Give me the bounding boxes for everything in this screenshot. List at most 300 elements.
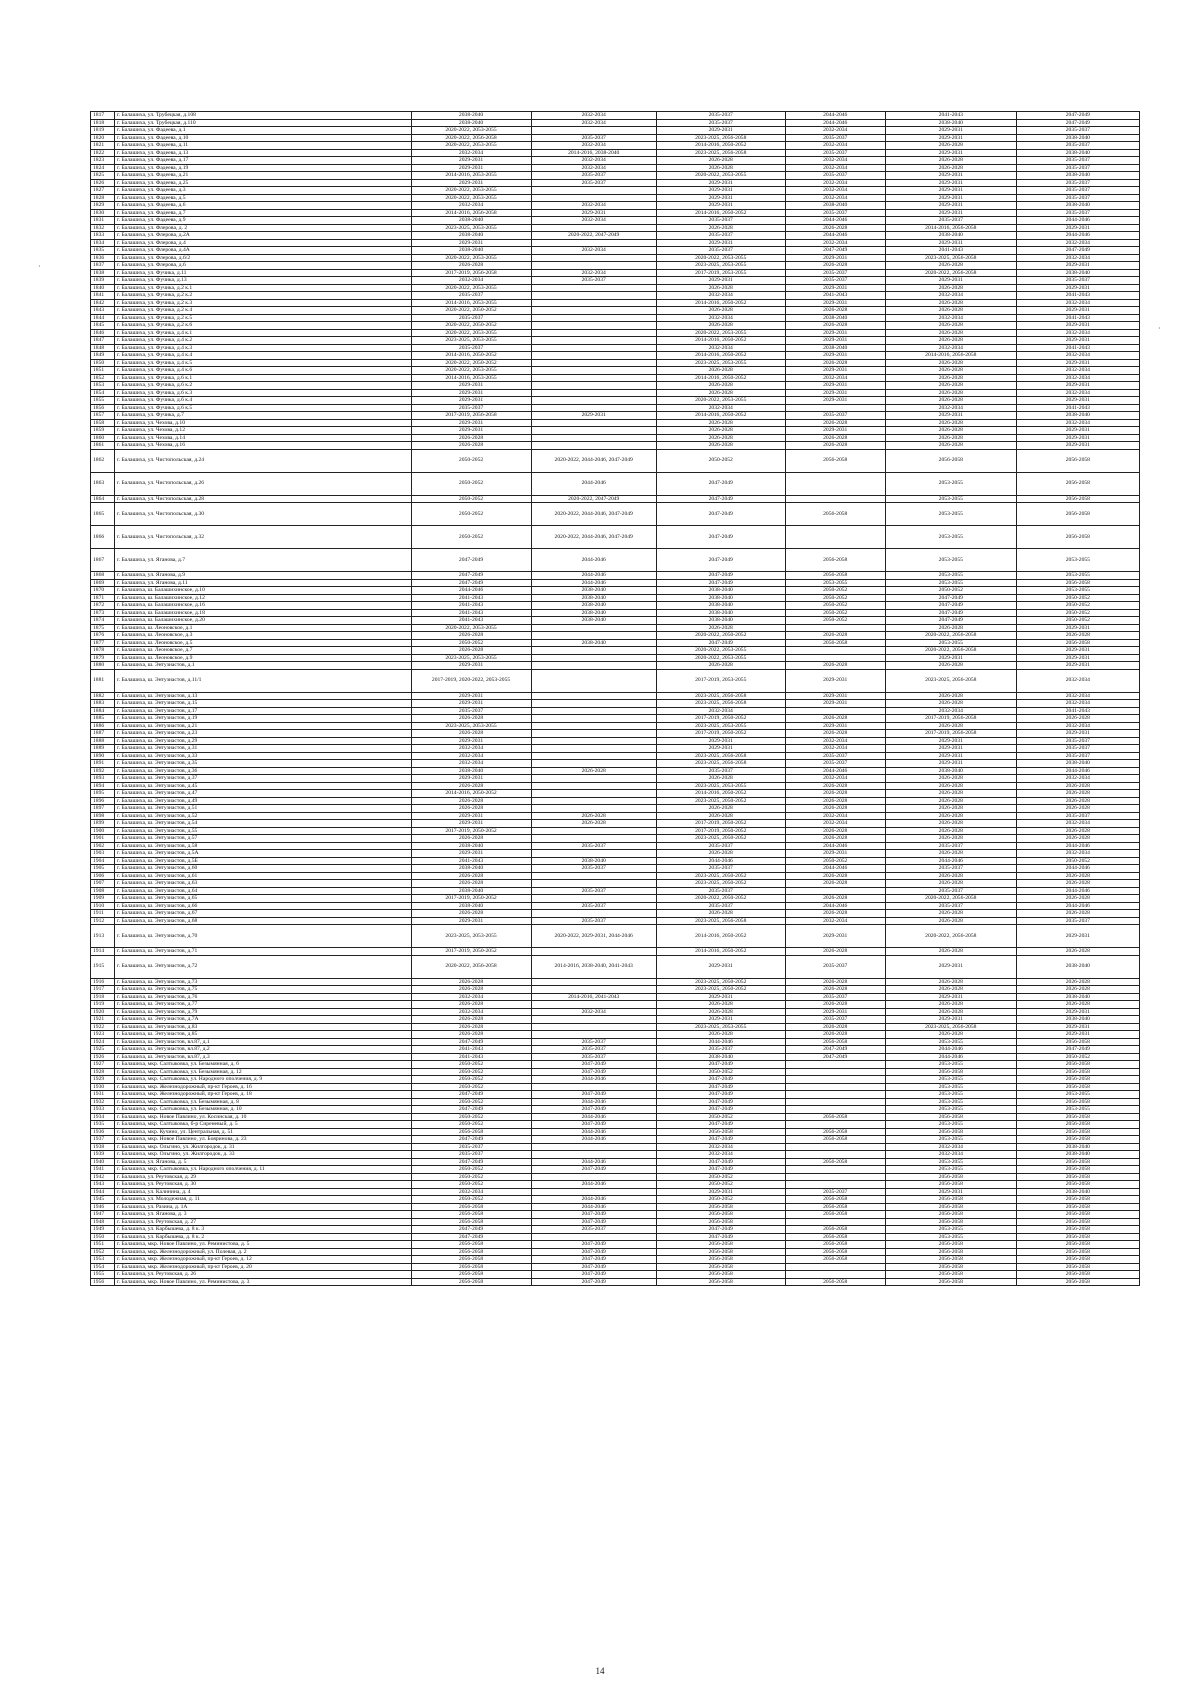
period-cell-1: 2032-2034	[411, 760, 531, 768]
period-cell-4	[785, 1181, 885, 1189]
row-number-cell: 1836	[91, 254, 115, 262]
period-cell-5: 2035-2037	[885, 902, 1016, 910]
period-cell-4: 2044-2046	[785, 842, 885, 850]
period-cell-6: 2044-2046	[1016, 865, 1139, 873]
period-cell-6: 2056-2058	[1016, 1271, 1139, 1279]
table-row	[91, 202, 1140, 210]
period-cell-6: 2026-2028	[1016, 978, 1139, 986]
row-number-cell: 1877	[91, 639, 115, 647]
row-number-cell: 1938	[91, 1143, 115, 1151]
row-number-cell: 1896	[91, 797, 115, 805]
period-cell-3: 2026-2028	[656, 1001, 785, 1009]
period-cell-3: 2017-2019, 2050-2052	[656, 820, 785, 828]
period-cell-2	[531, 1151, 656, 1159]
period-cell-4: 2029-2031	[785, 1008, 885, 1016]
period-cell-6: 2032-2034	[1016, 700, 1139, 708]
period-cell-6: 2056-2058	[1016, 1203, 1139, 1211]
period-cell-2: 2047-2049	[531, 1248, 656, 1256]
period-cell-5: 2026-2028	[885, 700, 1016, 708]
table-row	[91, 277, 1140, 285]
period-cell-6: 2056-2058	[1016, 639, 1139, 647]
table-row	[91, 419, 1140, 427]
table-row	[91, 1158, 1140, 1166]
period-cell-4: 2056-2058	[785, 1256, 885, 1264]
period-cell-4: 2056-2058	[785, 1113, 885, 1121]
period-cell-3: 2023-2025, 2056-2058	[656, 700, 785, 708]
table-row	[91, 594, 1140, 602]
period-cell-3: 2056-2058	[656, 1256, 785, 1264]
period-cell-1: 2020-2022, 2053-2055	[411, 329, 531, 337]
period-cell-4: 2035-2037	[785, 1016, 885, 1024]
period-cell-2: 2020-2022, 2047-2049	[531, 232, 656, 240]
address-cell: г. Балашиха, ул. Фучика, д.4 к.3	[114, 344, 411, 352]
period-cell-5: 2026-2028	[885, 805, 1016, 813]
period-cell-5: 2029-2031	[885, 239, 1016, 247]
period-cell-4: 2056-2058	[785, 1158, 885, 1166]
row-number-cell: 1847	[91, 337, 115, 345]
period-cell-1: 2047-2049	[411, 1136, 531, 1144]
address-cell: г. Балашиха, мкр. Новое Павлино, ул. Косинская, д. 10	[114, 1113, 411, 1121]
period-cell-4: 2050-2052	[785, 617, 885, 625]
period-cell-2: 2047-2049	[531, 1068, 656, 1076]
period-cell-4: 2026-2028	[785, 307, 885, 315]
address-cell: г. Балашиха, ш. Энтузиастов, д.5А	[114, 850, 411, 858]
address-cell: г. Балашиха, ул. Чистопольская, д.32	[114, 526, 411, 549]
period-cell-4: 2056-2058	[785, 639, 885, 647]
row-number-cell: 1841	[91, 292, 115, 300]
period-cell-3: 2026-2028	[656, 624, 785, 632]
period-cell-4: 2032-2034	[785, 194, 885, 202]
row-number-cell: 1937	[91, 1136, 115, 1144]
period-cell-1: 2038-2040	[411, 842, 531, 850]
period-cell-3: 2014-2016, 2050-2052	[656, 374, 785, 382]
period-cell-4: 2029-2031	[785, 254, 885, 262]
period-cell-2	[531, 782, 656, 790]
period-cell-4	[785, 1106, 885, 1114]
address-cell: г. Балашиха, ш. Энтузиастов, д.52	[114, 812, 411, 820]
period-cell-4: 2029-2031	[785, 367, 885, 375]
table-row	[91, 865, 1140, 873]
table-row	[91, 1001, 1140, 1009]
table-row	[91, 1053, 1140, 1061]
period-cell-5: 2026-2028	[885, 397, 1016, 405]
address-cell: г. Балашиха, ш. Балашихинское, д.18	[114, 609, 411, 617]
row-number-cell: 1858	[91, 419, 115, 427]
address-cell: г. Балашиха, ул. Карбышева, д. 8 к. 3	[114, 1226, 411, 1234]
period-cell-3: 2026-2028	[656, 164, 785, 172]
row-number-cell: 1887	[91, 730, 115, 738]
period-cell-1: 2029-2031	[411, 397, 531, 405]
row-number-cell: 1851	[91, 367, 115, 375]
row-number-cell: 1908	[91, 887, 115, 895]
period-cell-1: 2041-2043	[411, 609, 531, 617]
period-cell-2	[531, 389, 656, 397]
period-cell-3: 2035-2037	[656, 767, 785, 775]
period-cell-4: 2050-2052	[785, 602, 885, 610]
row-number-cell: 1949	[91, 1226, 115, 1234]
period-cell-5: 2032-2034	[885, 707, 1016, 715]
period-cell-3: 2032-2034	[656, 314, 785, 322]
period-cell-3: 2050-2052	[656, 1196, 785, 1204]
period-cell-5: 2053-2055	[885, 1158, 1016, 1166]
period-cell-6: 2056-2058	[1016, 1248, 1139, 1256]
period-cell-4: 2035-2037	[785, 172, 885, 180]
address-cell: г. Балашиха, ул. Карбышева, д. 8 к. 2	[114, 1233, 411, 1241]
period-cell-4: 2056-2058	[785, 503, 885, 526]
period-cell-2: 2032-2034	[531, 202, 656, 210]
period-cell-5: 2026-2028	[885, 299, 1016, 307]
address-cell: г. Балашиха, ул. Фучика, д.4 к.6	[114, 367, 411, 375]
period-cell-4: 2026-2028	[785, 782, 885, 790]
period-cell-4: 2044-2046	[785, 112, 885, 120]
period-cell-1: 2038-2040	[411, 767, 531, 775]
period-cell-5: 2017-2019, 2056-2058	[885, 730, 1016, 738]
period-cell-6: 2041-2043	[1016, 707, 1139, 715]
period-cell-5: 2026-2028	[885, 329, 1016, 337]
address-cell: г. Балашиха, ул. Фучика, д.4 к.5	[114, 359, 411, 367]
period-cell-1: 2050-2052	[411, 1068, 531, 1076]
period-cell-1: 2035-2037	[411, 314, 531, 322]
period-cell-3: 2032-2034	[656, 404, 785, 412]
period-cell-4: 2026-2028	[785, 434, 885, 442]
period-cell-5: 2056-2058	[885, 1278, 1016, 1286]
period-cell-5: 2035-2037	[885, 887, 1016, 895]
period-cell-1: 2029-2031	[411, 917, 531, 925]
period-cell-6: 2050-2052	[1016, 602, 1139, 610]
row-number-cell: 1894	[91, 782, 115, 790]
period-cell-6: 2044-2046	[1016, 767, 1139, 775]
period-cell-3: 2029-2031	[656, 127, 785, 135]
period-cell-2: 2044-2046	[531, 572, 656, 580]
period-cell-1: 2047-2049	[411, 1226, 531, 1234]
period-cell-3: 2035-2037	[656, 1046, 785, 1054]
table-row	[91, 1098, 1140, 1106]
period-cell-2	[531, 239, 656, 247]
row-number-cell: 1829	[91, 202, 115, 210]
row-number-cell: 1918	[91, 993, 115, 1001]
period-cell-2	[531, 654, 656, 662]
table-row	[91, 730, 1140, 738]
period-cell-6: 2056-2058	[1016, 1196, 1139, 1204]
period-cell-5: 2056-2058	[885, 1248, 1016, 1256]
address-cell: г. Балашиха, ул. Фучика, д.2 к.6	[114, 322, 411, 330]
period-cell-5: 2047-2049	[885, 617, 1016, 625]
address-cell: г. Балашиха, ш. Энтузиастов, д.63	[114, 880, 411, 888]
row-number-cell: 1910	[91, 902, 115, 910]
address-cell: г. Балашиха, мкр. Салтыковка, ул. Безымянная, д. 10	[114, 1106, 411, 1114]
table-row	[91, 850, 1140, 858]
period-cell-2: 2047-2049	[531, 1271, 656, 1279]
period-cell-1: 2050-2052	[411, 495, 531, 503]
period-cell-5: 2026-2028	[885, 164, 1016, 172]
table-row	[91, 993, 1140, 1001]
period-cell-6: 2050-2052	[1016, 857, 1139, 865]
period-cell-4: 2032-2034	[785, 737, 885, 745]
period-cell-5: 2053-2055	[885, 1233, 1016, 1241]
table-row	[91, 902, 1140, 910]
period-cell-3: 2056-2058	[656, 1278, 785, 1286]
period-cell-2: 2035-2037	[531, 1226, 656, 1234]
period-cell-6: 2029-2031	[1016, 284, 1139, 292]
period-cell-1: 2020-2022, 2050-2052	[411, 322, 531, 330]
period-cell-6: 2035-2037	[1016, 157, 1139, 165]
table-row	[91, 805, 1140, 813]
table-row	[91, 639, 1140, 647]
row-number-cell: 1867	[91, 549, 115, 572]
period-cell-3: 2014-2016, 2050-2052	[656, 337, 785, 345]
table-row	[91, 1211, 1140, 1219]
period-cell-6: 2026-2028	[1016, 790, 1139, 798]
table-row	[91, 397, 1140, 405]
address-cell: г. Балашиха, ш. Энтузиастов, д.68	[114, 917, 411, 925]
period-cell-2	[531, 352, 656, 360]
period-cell-5: 2026-2028	[885, 692, 1016, 700]
row-number-cell: 1844	[91, 314, 115, 322]
period-cell-1: 2032-2034	[411, 993, 531, 1001]
period-cell-5: 2044-2046	[885, 1046, 1016, 1054]
page-number: 14	[595, 1666, 605, 1676]
period-cell-2	[531, 299, 656, 307]
period-cell-2	[531, 624, 656, 632]
row-number-cell: 1819	[91, 127, 115, 135]
period-cell-5: 2026-2028	[885, 917, 1016, 925]
table-row	[91, 842, 1140, 850]
period-cell-1: 2014-2016, 2053-2055	[411, 374, 531, 382]
period-cell-1: 2047-2049	[411, 1038, 531, 1046]
period-cell-2	[531, 737, 656, 745]
period-cell-3: 2056-2058	[656, 1248, 785, 1256]
period-cell-4: 2029-2031	[785, 337, 885, 345]
table-row	[91, 247, 1140, 255]
period-cell-2	[531, 374, 656, 382]
period-cell-5: 2029-2031	[885, 993, 1016, 1001]
scan-dot: ·	[1158, 324, 1161, 333]
period-cell-4: 2029-2031	[785, 389, 885, 397]
period-cell-5: 2020-2022, 2056-2058	[885, 269, 1016, 277]
period-cell-2: 2038-2040	[531, 594, 656, 602]
period-cell-2: 2032-2034	[531, 157, 656, 165]
period-cell-3: 2035-2037	[656, 112, 785, 120]
table-row	[91, 352, 1140, 360]
period-cell-4: 2032-2034	[785, 179, 885, 187]
period-cell-6: 2044-2046	[1016, 902, 1139, 910]
address-cell: г. Балашиха, мкр. Новое Павлино, ул. Реминистова, д. 3	[114, 1278, 411, 1286]
address-cell: г. Балашиха, ул. Чехова, д.10	[114, 419, 411, 427]
period-cell-5: 2026-2028	[885, 389, 1016, 397]
table-row	[91, 737, 1140, 745]
period-cell-2	[531, 427, 656, 435]
period-cell-2	[531, 442, 656, 450]
address-cell: г. Балашиха, ш. Энтузиастов, д.47	[114, 790, 411, 798]
period-cell-2: 2044-2046	[531, 1196, 656, 1204]
row-number-cell: 1869	[91, 579, 115, 587]
period-cell-6: 2056-2058	[1016, 1083, 1139, 1091]
period-cell-6: 2056-2058	[1016, 1218, 1139, 1226]
address-cell: г. Балашиха, ул. Чехова, д.16	[114, 442, 411, 450]
period-cell-6: 2029-2031	[1016, 1023, 1139, 1031]
period-cell-6: 2038-2040	[1016, 1143, 1139, 1151]
row-number-cell: 1871	[91, 594, 115, 602]
period-cell-1: 2056-2058	[411, 1271, 531, 1279]
period-cell-2	[531, 419, 656, 427]
period-cell-1: 2050-2052	[411, 526, 531, 549]
period-cell-2: 2044-2046	[531, 1203, 656, 1211]
table-row	[91, 767, 1140, 775]
period-cell-1: 2029-2031	[411, 164, 531, 172]
table-row	[91, 572, 1140, 580]
period-cell-6: 2026-2028	[1016, 872, 1139, 880]
period-cell-2	[531, 1173, 656, 1181]
row-number-cell: 1929	[91, 1076, 115, 1084]
period-cell-2: 2044-2046	[531, 1128, 656, 1136]
address-cell: г. Балашиха, ул. Фучика, д.6 к.4	[114, 397, 411, 405]
address-cell: г. Балашиха, мкр. Железнодорожный, ул. Полевая, д. 2	[114, 1248, 411, 1256]
period-cell-1: 2050-2052	[411, 1076, 531, 1084]
table-row	[91, 827, 1140, 835]
period-cell-6: 2056-2058	[1016, 1181, 1139, 1189]
period-cell-4: 2056-2058	[785, 1248, 885, 1256]
period-cell-5: 2026-2028	[885, 835, 1016, 843]
address-cell: г. Балашиха, ш. Энтузиастов, д.54	[114, 820, 411, 828]
period-cell-2	[531, 760, 656, 768]
address-cell: г. Балашиха, ул. Фадеева, д.7	[114, 209, 411, 217]
row-number-cell: 1840	[91, 284, 115, 292]
period-cell-1: 2014-2016, 2050-2052	[411, 790, 531, 798]
period-cell-4: 2035-2037	[785, 277, 885, 285]
period-cell-6: 2041-2043	[1016, 344, 1139, 352]
period-cell-6: 2032-2034	[1016, 239, 1139, 247]
table-row	[91, 707, 1140, 715]
period-cell-1: 2032-2034	[411, 752, 531, 760]
row-number-cell: 1956	[91, 1278, 115, 1286]
period-cell-2: 2032-2034	[531, 247, 656, 255]
period-cell-4: 2056-2058	[785, 1038, 885, 1046]
period-cell-1: 2050-2052	[411, 1098, 531, 1106]
table-row	[91, 1233, 1140, 1241]
period-cell-3: 2047-2049	[656, 579, 785, 587]
period-cell-4: 2035-2037	[785, 412, 885, 420]
period-cell-5: 2026-2028	[885, 812, 1016, 820]
table-row	[91, 978, 1140, 986]
period-cell-1: 2020-2022, 2053-2055	[411, 254, 531, 262]
row-number-cell: 1824	[91, 164, 115, 172]
table-row	[91, 1091, 1140, 1099]
scan-dot: ·	[38, 262, 41, 271]
row-number-cell: 1825	[91, 172, 115, 180]
period-cell-4: 2056-2058	[785, 1136, 885, 1144]
period-cell-1: 2047-2049	[411, 579, 531, 587]
period-cell-1: 2026-2028	[411, 647, 531, 655]
period-cell-5: 2056-2058	[885, 1113, 1016, 1121]
period-cell-4	[785, 1218, 885, 1226]
address-cell: г. Балашиха, мкр. Салтыковка, б-р Сиреневый, д. 5	[114, 1121, 411, 1129]
period-cell-4	[785, 654, 885, 662]
table-row	[91, 292, 1140, 300]
row-number-cell: 1833	[91, 232, 115, 240]
period-cell-1: 2050-2052	[411, 449, 531, 472]
period-cell-6: 2026-2028	[1016, 827, 1139, 835]
period-cell-5: 2029-2031	[885, 737, 1016, 745]
period-cell-5: 2026-2028	[885, 322, 1016, 330]
period-cell-1: 2041-2043	[411, 594, 531, 602]
table-row	[91, 1061, 1140, 1069]
period-cell-4: 2032-2034	[785, 187, 885, 195]
period-cell-1: 2026-2028	[411, 1031, 531, 1039]
period-cell-3: 2026-2028	[656, 434, 785, 442]
address-cell: г. Балашиха, ш. Энтузиастов, д.85	[114, 1031, 411, 1039]
table-row	[91, 797, 1140, 805]
period-cell-1: 2056-2058	[411, 1248, 531, 1256]
period-cell-6: 2026-2028	[1016, 986, 1139, 994]
period-cell-1: 2050-2052	[411, 1061, 531, 1069]
address-cell: г. Балашиха, мкр. Салтыковка, ул. Народного ополчения, д. 9	[114, 1076, 411, 1084]
period-cell-2	[531, 337, 656, 345]
period-cell-5: 2020-2022, 2056-2058	[885, 647, 1016, 655]
address-cell: г. Балашиха, ул. Чистопольская, д.24	[114, 449, 411, 472]
period-cell-1: 2038-2040	[411, 119, 531, 127]
period-cell-3: 2029-2031	[656, 1188, 785, 1196]
period-cell-1: 2050-2052	[411, 1083, 531, 1091]
period-cell-6: 2053-2055	[1016, 549, 1139, 572]
period-cell-2: 2035-2037	[531, 179, 656, 187]
row-number-cell: 1827	[91, 187, 115, 195]
period-cell-5: 2035-2037	[885, 842, 1016, 850]
address-cell: г. Балашиха, ул. Реутовская, д. 27	[114, 1218, 411, 1226]
period-cell-2: 2044-2046	[531, 1098, 656, 1106]
period-cell-4: 2056-2058	[785, 1278, 885, 1286]
period-cell-3: 2023-2025, 2056-2058	[656, 760, 785, 768]
period-cell-1: 2029-2031	[411, 427, 531, 435]
period-cell-4: 2035-2037	[785, 209, 885, 217]
period-cell-5: 2044-2046	[885, 1053, 1016, 1061]
period-cell-2: 2044-2046	[531, 549, 656, 572]
period-cell-1: 2044-2046	[411, 587, 531, 595]
table-row	[91, 955, 1140, 978]
period-cell-5: 2029-2031	[885, 149, 1016, 157]
period-cell-3: 2029-2031	[656, 745, 785, 753]
period-cell-5: 2026-2028	[885, 978, 1016, 986]
address-cell: г. Балашиха, ул. Калинина, д. 4	[114, 1188, 411, 1196]
period-cell-6: 2056-2058	[1016, 1076, 1139, 1084]
table-row	[91, 1083, 1140, 1091]
period-cell-4	[785, 1143, 885, 1151]
period-cell-3: 2056-2058	[656, 1203, 785, 1211]
period-cell-1: 2020-2022, 2053-2055	[411, 194, 531, 202]
period-cell-1: 2029-2031	[411, 239, 531, 247]
period-cell-3: 2050-2052	[656, 1181, 785, 1189]
table-row	[91, 752, 1140, 760]
period-cell-6: 2038-2040	[1016, 1016, 1139, 1024]
period-cell-4: 2032-2034	[785, 812, 885, 820]
period-cell-2: 2014-2016, 2038-2040, 2041-2043	[531, 955, 656, 978]
table-row	[91, 669, 1140, 692]
period-cell-4: 2029-2031	[785, 722, 885, 730]
period-cell-3: 2047-2049	[656, 1091, 785, 1099]
period-cell-6: 2038-2040	[1016, 760, 1139, 768]
period-cell-2	[531, 827, 656, 835]
period-cell-6: 2056-2058	[1016, 1113, 1139, 1121]
period-cell-1: 2014-2016, 2050-2052	[411, 352, 531, 360]
period-cell-3: 2047-2049	[656, 1076, 785, 1084]
period-cell-5: 2056-2058	[885, 1271, 1016, 1279]
period-cell-5: 2047-2049	[885, 594, 1016, 602]
period-cell-4	[785, 495, 885, 503]
period-cell-6: 2050-2052	[1016, 617, 1139, 625]
period-cell-1: 2041-2043	[411, 617, 531, 625]
row-number-cell: 1879	[91, 654, 115, 662]
period-cell-2	[531, 745, 656, 753]
row-number-cell: 1855	[91, 397, 115, 405]
